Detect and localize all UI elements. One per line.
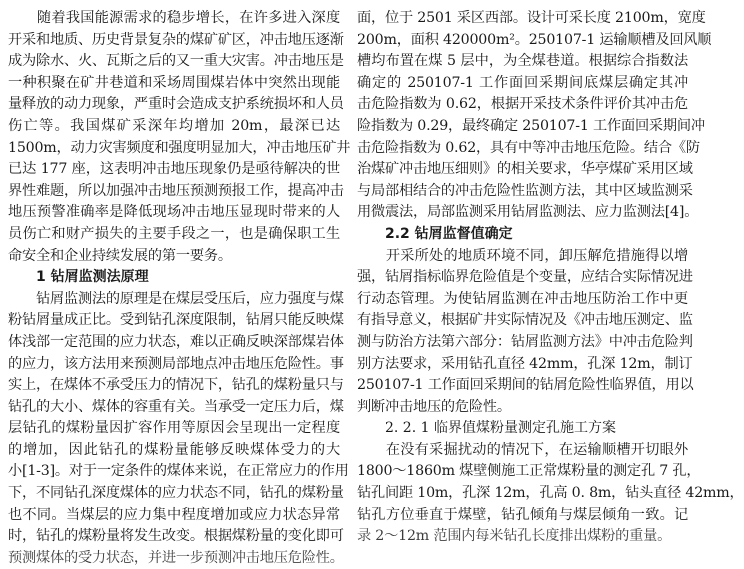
text-line: 钻孔方位垂直于煤壁，钻孔倾角与煤层倾角一致。记 — [357, 506, 688, 523]
text-line: 录 2～12m 范围内每米钻孔长度排出煤粉的重量。 — [357, 528, 672, 545]
text-line: 小[1-3]。对于一定条件的煤体来说，在正常应力的作用 — [8, 463, 349, 480]
text-line: 开采所处的地质环境不同，卸压解危措施得以增 — [357, 247, 688, 264]
text-line: 强，钻屑指标临界危险值是个变量，应结合实际情况进 — [357, 269, 693, 286]
scheme-paragraph — [357, 440, 744, 548]
text-line: 随着我国能源需求的稳步增长，在许多进入深度 — [8, 10, 340, 26]
text-line: 实上，在煤体不承受压力的情况下，钻孔的煤粉量只与 — [8, 377, 344, 394]
text-line: 面，位于 2501 采区西部。设计可采长度 2100m，宽度 — [357, 10, 706, 26]
principle-paragraph — [8, 289, 349, 569]
text-line: 的增加，因此钻孔的煤粉量能够反映煤体受力的大 — [8, 441, 340, 458]
text-line: 确定的 250107-1 工作面回采期间底煤层确定其冲 — [357, 74, 688, 91]
text-line: 界性难题，所以加强冲击地压预测预报工作，提高冲击 — [8, 182, 344, 199]
text-line: 层钻孔的煤粉量因扩容作用等原因会呈现出一定程度 — [8, 420, 340, 437]
section-heading: 1 钻屑监测法原理 — [36, 269, 149, 286]
text-line: 钻孔的大小、煤体的容重有关。当承受一定压力后，煤 — [8, 398, 344, 415]
text-line: 员伤亡和财产损失的主要手段之一，也是确保职工生 — [8, 225, 340, 242]
text-line: 用微震法，局部监测采用钻屑监测法、应力监测法[4]。 — [357, 204, 699, 221]
text-line: 险指数为 0.29，最终确定 250107-1 工作面回采期间冲 — [357, 117, 705, 134]
text-line: 1800～1860m 煤壁侧施工正常煤粉量的测定孔 7 孔， — [357, 463, 701, 480]
text-line: 钻孔间距 10m，孔深 12m，孔高 0. 8m，钻头直径 42mm， — [357, 485, 744, 502]
text-line: 槽均布置在煤 5 层中，为全煤巷道。根据综合指数法 — [357, 53, 688, 70]
text-line: 行动态管理。为使钻屑监测在冲击地压防治工作中更 — [357, 290, 688, 307]
text-line: 击危险指数为 0.62，根据开采技术条件评价其冲击危 — [357, 96, 688, 113]
text-line: 击危险指数为 0.62，具有中等冲击地压危险。结合《防 — [357, 139, 700, 156]
text-line: 测与防治方法第六部分：钻屑监测方法》中冲击危险判 — [357, 333, 693, 350]
text-line: 在没有采掘扰动的情况下，在运输顺槽开切眼外 — [357, 441, 688, 458]
text-line: 地压预警准确率是降低现场冲击地压显现时带来的人 — [8, 204, 340, 221]
left-column — [8, 8, 351, 569]
text-line: 量释放的动力现象，严重时会造成支护系统损坏和人员 — [8, 96, 344, 113]
monitoring-paragraph — [357, 246, 694, 419]
text-line: 开采和地质、历史背景复杂的煤矿矿区，冲击地压逐渐 — [8, 31, 344, 48]
right-column — [357, 8, 744, 548]
subsection-heading: 2.2 钻屑监督值确定 — [385, 225, 513, 242]
text-line: 别方法要求，采用钻孔直径 42mm，孔深 12m，制订 — [357, 355, 693, 372]
text-line: 与局部相结合的冲击危险性监测方法，其中区域监测采 — [357, 182, 693, 199]
text-line: 1500m，动力灾害频度和强度明显加大，冲击地压矿井 — [8, 139, 351, 156]
text-line: 成为除水、火、瓦斯之后的又一重大灾害。冲击地压是 — [8, 53, 344, 70]
text-line: 时，钻孔的煤粉量将发生改变。根据煤粉量的变化即可 — [8, 528, 344, 545]
text-line: 体浅部一定范围的应力状态，难以正确反映深部煤岩体 — [8, 333, 344, 350]
text-line: 治煤矿冲击地压细则》的相关要求，华亭煤矿采用区域 — [357, 161, 693, 178]
text-line: 也不同。当煤层的应力集中程度增加或应力状态异常 — [8, 506, 340, 523]
text-line: 命安全和企业持续发展的第一要务。 — [8, 247, 232, 264]
text-line: 有指导意义，根据矿井实际情况及《冲击地压测定、监 — [357, 312, 693, 329]
text-line: 判断冲击地压的危险性。 — [357, 398, 511, 415]
workface-paragraph — [357, 8, 712, 224]
subsubsection-heading: 2. 2. 1 临界值煤粉量测定孔施工方案 — [385, 420, 616, 437]
text-line: 钻屑监测法的原理是在煤层受压后，应力强度与煤 — [8, 290, 344, 307]
text-line: 200m，面积 420000m²。250107-1 运输顺槽及回风顺 — [357, 31, 712, 48]
text-line: 粉钻屑量成正比。受到钻孔深度限制，钻屑只能反映煤 — [8, 312, 344, 329]
intro-paragraph — [8, 8, 351, 267]
text-line: 250107-1 工作面回采期间的钻屑危险性临界值，用以 — [357, 377, 694, 394]
text-line: 一种积聚在矿井巷道和采场周围煤岩体中突然出现能 — [8, 74, 340, 91]
text-line: 的应力，该方法用来预测局部地点冲击地压危险性。事 — [8, 355, 344, 372]
text-line: 伤亡等。我国煤矿采深年均增加 20m，最深已达 — [8, 117, 340, 134]
text-line: 预测煤体的受力状态，并进一步预测冲击地压危险性。 — [8, 549, 344, 566]
text-line: 已达 177 座，这表明冲击地压现象仍是亟待解决的世 — [8, 161, 340, 178]
text-line: 下，不同钻孔深度煤体的应力状态不同，钻孔的煤粉量 — [8, 485, 344, 502]
